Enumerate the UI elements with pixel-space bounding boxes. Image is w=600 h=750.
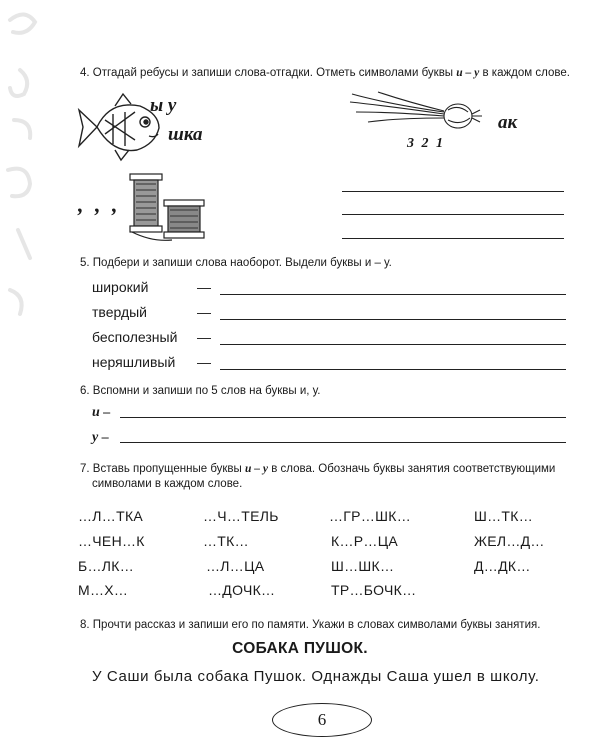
task5-answer-line[interactable]: [220, 319, 566, 320]
rebus3-commas: , , ,: [78, 192, 121, 217]
task4-letters: и – у: [456, 67, 480, 79]
rebus1-top: ы у: [150, 95, 177, 116]
task6-letter-i: и –: [92, 405, 111, 420]
page-number: 6: [317, 710, 327, 729]
task5-word: широкий: [92, 279, 149, 295]
task7-instruction-line2: символами в каждом слове.: [92, 478, 243, 490]
margin-decoration: [0, 0, 60, 400]
task7-word: …Ч…ТЕЛЬ: [203, 508, 279, 524]
task7-word: Б…ЛК…: [78, 558, 135, 574]
task7-word: …ЧЕН…К: [78, 533, 145, 549]
task7-word: …ДОЧК…: [208, 582, 276, 598]
task4-instruction: [80, 66, 580, 81]
task5-word: твердый: [92, 304, 147, 320]
onion-picture: [348, 90, 483, 138]
task5-word: бесполезный: [92, 329, 178, 345]
task7-word: …Л…ЦА: [206, 558, 265, 574]
rebus1-bottom: шка: [168, 124, 203, 145]
rebus2-numbers: 3 2 1: [407, 136, 445, 151]
task5-dash: —: [197, 304, 211, 320]
task7-word: …ГР…ШК…: [329, 508, 412, 524]
page-number-badge: [272, 703, 372, 737]
story-text: У Саши была собака Пушок. Однажды Саша ушел в школу.: [92, 668, 540, 685]
task4-text-suffix: в каждом слове.: [479, 67, 570, 79]
task8-instruction: 8. Прочти рассказ и запиши его по памяти. Укажи в словах символами буквы занятия.: [80, 619, 541, 631]
task7-word: …ТК…: [203, 533, 249, 549]
story-title: СОБАКА ПУШОК.: [232, 640, 368, 657]
task4-text-prefix: 4. Отгадай ребусы и запиши слова-отгадки. Отметь символами буквы: [80, 67, 457, 79]
task5-answer-line[interactable]: [220, 369, 566, 370]
task7-word: Ш…ТК…: [474, 508, 534, 524]
task6-letter-u: у –: [92, 430, 109, 445]
task6-instruction: 6. Вспомни и запиши по 5 слов на буквы и, у.: [80, 385, 321, 397]
task5-dash: —: [197, 279, 211, 295]
task7-word: ТР…БОЧК…: [331, 582, 417, 598]
task5-answer-line[interactable]: [220, 294, 566, 295]
task7-text-prefix: 7. Вставь пропущенные буквы: [80, 463, 246, 475]
task5-instruction: 5. Подбери и запиши слова наоборот. Выдели буквы и – у.: [80, 257, 392, 269]
task7-text-suffix: в слова. Обозначь буквы занятия соответствующими: [268, 463, 556, 475]
task5-dash: —: [197, 329, 211, 345]
spools-picture: [122, 170, 217, 245]
task5-answer-line[interactable]: [220, 344, 566, 345]
task7-word: Д…ДК…: [474, 558, 531, 574]
task4-answer-line[interactable]: [342, 238, 564, 239]
task5-dash: —: [197, 354, 211, 370]
task6-answer-line[interactable]: [120, 417, 566, 418]
task7-word: ЖЕЛ…Д…: [474, 533, 545, 549]
task7-instruction: [80, 462, 580, 477]
task7-word: К…Р…ЦА: [331, 533, 398, 549]
task7-letters: и – у: [245, 463, 269, 475]
task5-word: неряшливый: [92, 354, 176, 370]
task4-answer-line[interactable]: [342, 214, 564, 215]
task7-word: Ш…ШК…: [331, 558, 395, 574]
task7-word: …Л…ТКА: [78, 508, 144, 524]
task6-answer-line[interactable]: [120, 442, 566, 443]
task7-word: М…Х…: [78, 582, 129, 598]
rebus2-suffix: ак: [498, 112, 518, 133]
task4-answer-line[interactable]: [342, 191, 564, 192]
